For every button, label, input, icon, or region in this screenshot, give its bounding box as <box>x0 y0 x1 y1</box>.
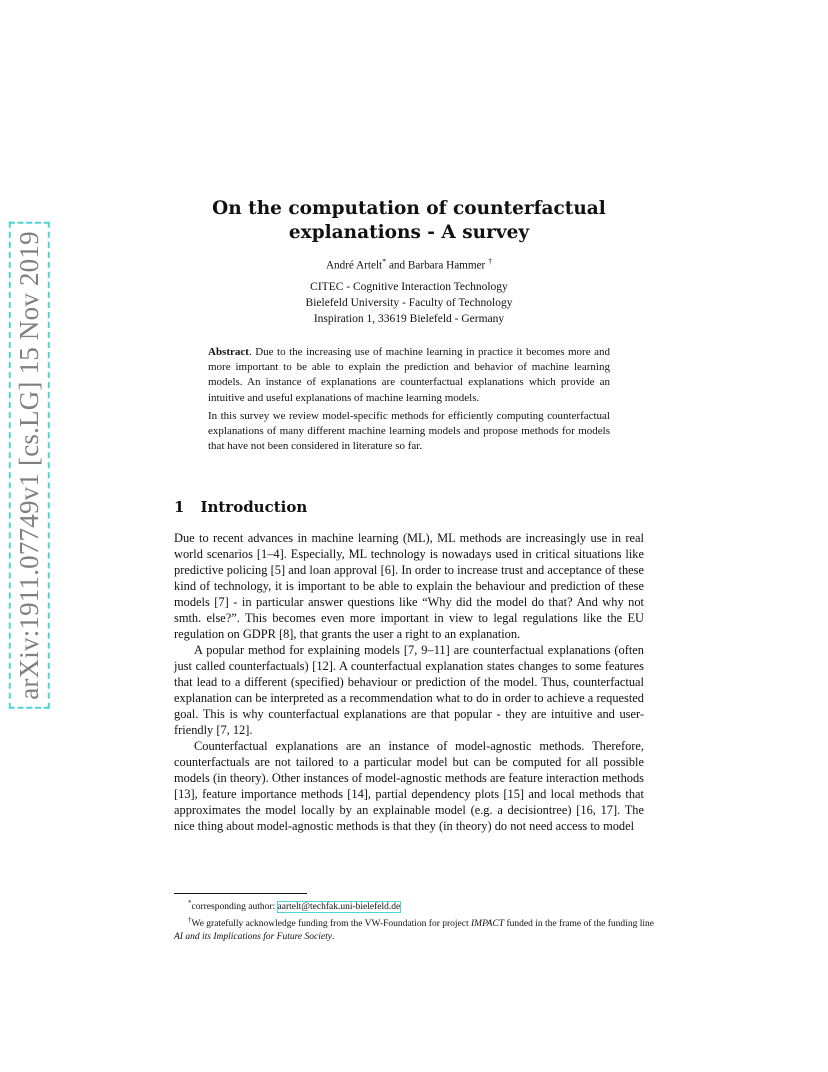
email-link[interactable]: aartelt@techfak.uni-bielefeld.de <box>277 902 401 913</box>
body-paragraph: Due to recent advances in machine learning (ML), ML methods are increasingly use in real world scenarios [1–4]. Especially, ML technology is nowadays used in critical situations like predictive policing [5] and loan approval [6]. In order to increase trust and acceptance of these kind of technology, it is important to be able to explain the behaviour and prediction of these models [7] - in particular answer questions like “Why did the model do that? And why not smth. else?”. This becomes even more important in view to legal regulations like the EU regulation on GDPR [8], that grants the user a right to an explanation. <box>174 531 644 641</box>
affiliation-block <box>170 279 648 327</box>
abstract-label: Abstract <box>208 346 249 358</box>
abstract-paragraph: In this survey we review model-specific methods for efficiently computing counterfactual explanations of many different machine learning models and propose methods for models that have not been considered in literature so far. <box>208 409 610 453</box>
author-conjunction: and <box>386 259 408 272</box>
project-name: IMPACT <box>471 918 505 929</box>
paper-title <box>170 197 648 245</box>
arxiv-identifier-stamp[interactable] <box>4 230 54 700</box>
author-footnote-mark[interactable]: † <box>488 257 493 266</box>
body-paragraph: A popular method for explaining models [7, 9–11] are counterfactual explanations (often just called counterfactuals) [12]. A counterfactual explanation states changes to some features that lead to a different (specified) behaviour or prediction of the model. Thus, counterfactual explanation can be interpreted as a recommendation what to do in order to achieve a requested goal. This is why counterfactual explanations are that popular - they are intuitive and user-friendly [7, 12]. <box>174 643 644 737</box>
funding-line-name: AI and its Implications for Future Society <box>174 931 332 942</box>
author-name: Barbara Hammer <box>407 259 486 272</box>
affiliation-line: Inspiration 1, 33619 Bielefeld - Germany <box>313 313 505 325</box>
footnote-text: We gratefully acknowledge funding from the VW-Foundation for project <box>191 918 471 929</box>
title-line-2: explanations - A survey <box>288 222 530 243</box>
footnote-mark: * <box>188 899 192 907</box>
footnote-text: . <box>331 931 335 942</box>
footnote-divider <box>174 893 307 894</box>
affiliation-line: CITEC - Cognitive Interaction Technology <box>310 281 508 293</box>
body-paragraph: Counterfactual explanations are an instance of model-agnostic methods. Therefore, counterfactuals are not tailored to a particular model but can be computed for all possible models (in theory). Other instances of model-agnostic methods are feature interaction methods [13], feature importance methods [14], partial dependency plots [15] and local methods that approximates the model locally by an explainable model (e.g. a decisiontree) [16, 17]. The nice thing about model-agnostic methods is that they (in theory) do not need access to model <box>174 739 644 833</box>
footnote-text: funded in the frame of the funding line <box>504 918 654 929</box>
arxiv-identifier-text: arXiv:1911.07749v1 [cs.LG] 15 Nov 2019 <box>14 227 45 704</box>
abstract-paragraph <box>208 345 610 406</box>
section-number: 1 <box>174 498 185 516</box>
author-list <box>170 257 648 272</box>
section-title: Introduction <box>200 498 308 516</box>
abstract <box>208 345 610 457</box>
footnote-text: corresponding author: <box>191 902 278 913</box>
abstract-text: . Due to the increasing use of machine learning in practice it becomes more and more important to be able to explain the prediction and behavior of machine learning models. An instance of explanations are counterfactual explanations which provide an intuitive and useful explanations of machine learning models. <box>208 346 610 404</box>
footnote <box>174 897 654 914</box>
footnote-mark: † <box>188 915 192 924</box>
footnotes <box>174 897 654 943</box>
section-heading <box>174 498 307 516</box>
section-body <box>174 530 644 834</box>
footnote <box>174 914 654 943</box>
author-footnote-mark[interactable]: * <box>382 257 387 266</box>
title-line-1: On the computation of counterfactual <box>212 198 606 219</box>
affiliation-line: Bielefeld University - Faculty of Technology <box>305 297 513 309</box>
author-name: André Artelt <box>325 259 383 272</box>
